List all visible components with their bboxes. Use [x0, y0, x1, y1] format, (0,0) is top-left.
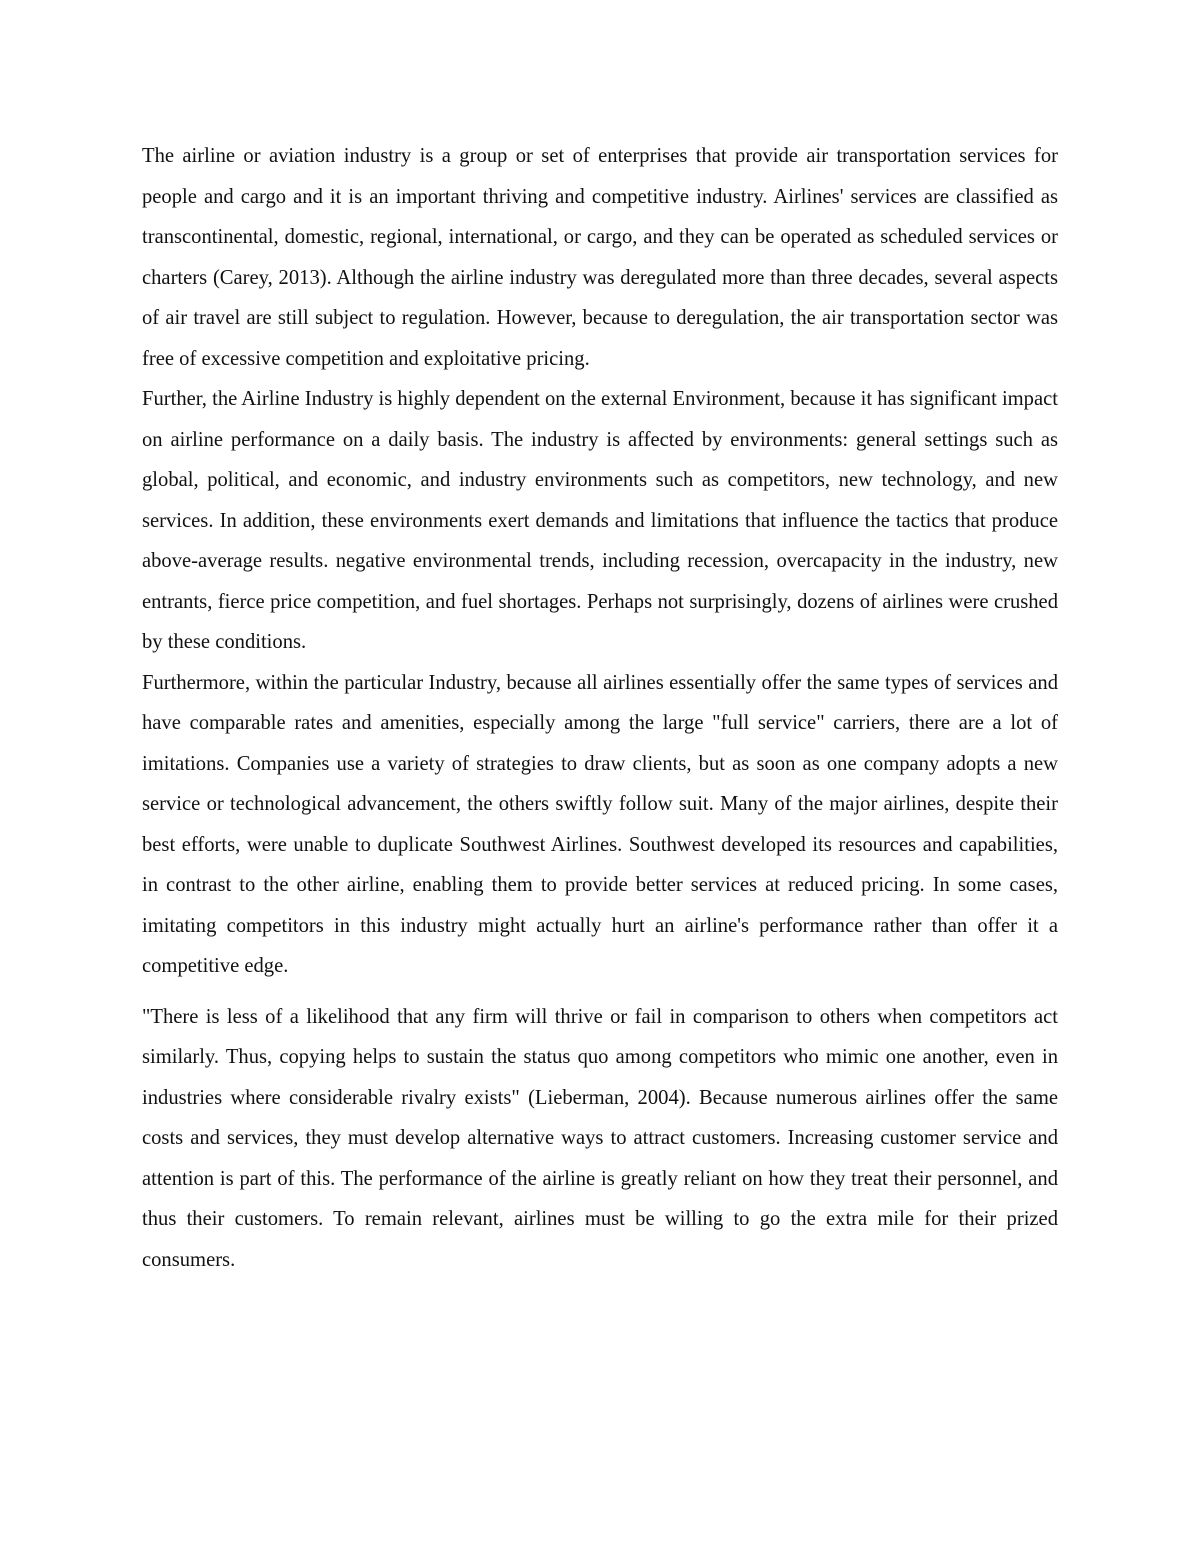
- paragraph-quote: "There is less of a likelihood that any firm will thrive or fail in comparison to others when competitors act similarly. Thus, copying helps to sustain the status quo among competitors who mimic one another, even in industries where considerable rivalry exists" (Lieberman, 2004). Because numerous airlines offer the same costs and services, they must develop alternative ways to attract customers. Increasing customer service and attention is part of this. The performance of the airline is greatly reliant on how they treat their personnel, and thus their customers. To remain relevant, airlines must be willing to go the extra mile for their prized consumers.: [142, 1005, 1058, 1271]
- paragraph-intro: The airline or aviation industry is a group or set of enterprises that provide air transportation services for people and cargo and it is an important thriving and competitive industry. Airlines' services are classified as transcontinental, domestic, regional, international, or cargo, and they can be operated as scheduled services or charters (Carey, 2013). Although the airline industry was deregulated more than three decades, several aspects of air travel are still subject to regulation. However, because to deregulation, the air transportation sector was free of excessive competition and exploitative pricing.: [142, 145, 1058, 370]
- document-page: [142, 136, 1058, 1280]
- paragraph-external-environment: Further, the Airline Industry is highly dependent on the external Environment, because it has significant impact on airline performance on a daily basis. The industry is affected by environments: general settings such as global, political, and economic, and industry environments such as competitors, new technology, and new services. In addition, these environments exert demands and limitations that influence the tactics that produce above-average results. negative environmental trends, including recession, overcapacity in the industry, new entrants, fierce price competition, and fuel shortages. Perhaps not surprisingly, dozens of airlines were crushed by these conditions.: [142, 388, 1058, 653]
- paragraph-imitation: Furthermore, within the particular Industry, because all airlines essentially offer the same types of services and have comparable rates and amenities, especially among the large "full service" carriers, there are a lot of imitations. Companies use a variety of strategies to draw clients, but as soon as one company adopts a new service or technological advancement, the others swiftly follow suit. Many of the major airlines, despite their best efforts, were unable to duplicate Southwest Airlines. Southwest developed its resources and capabilities, in contrast to the other airline, enabling them to provide better services at reduced pricing. In some cases, imitating competitors in this industry might actually hurt an airline's performance rather than offer it a competitive edge.: [142, 671, 1058, 977]
